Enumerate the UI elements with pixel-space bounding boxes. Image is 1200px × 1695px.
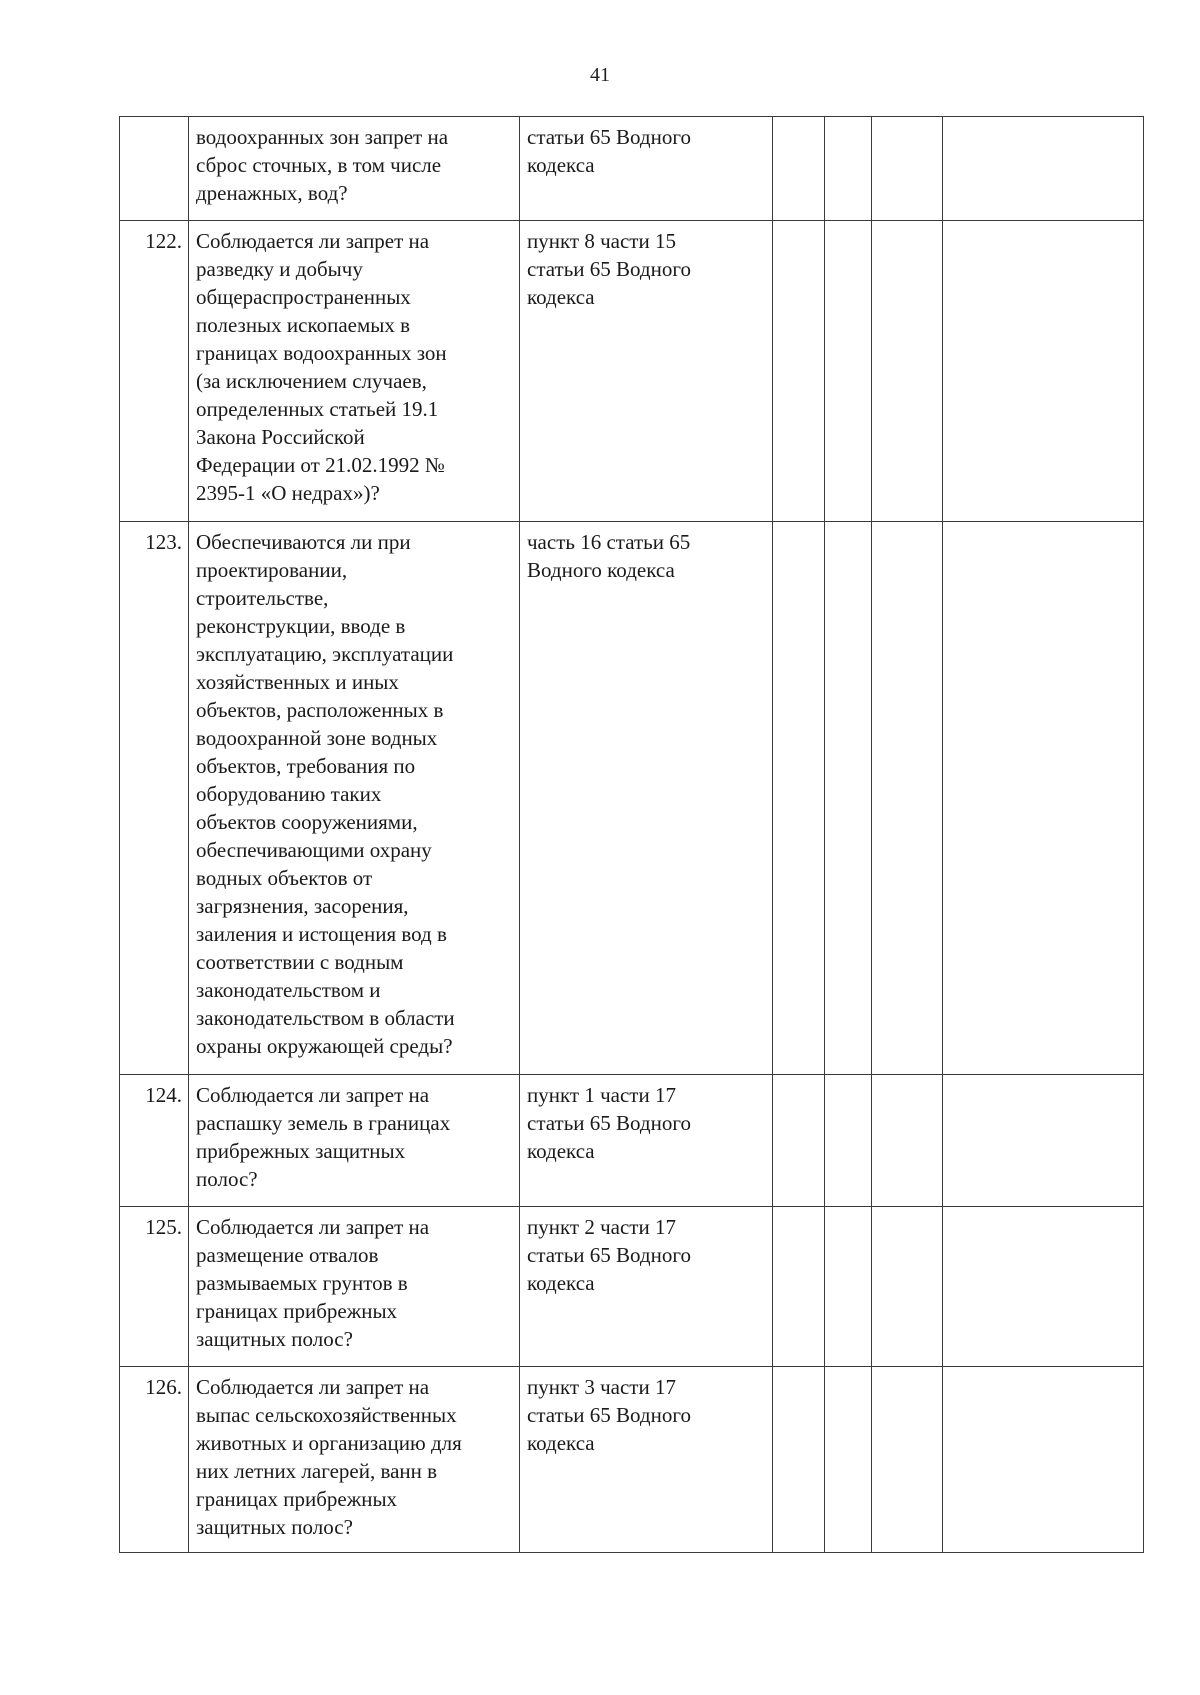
answer-yes-cell bbox=[773, 1207, 825, 1367]
reference-cell: пункт 8 части 15 статьи 65 Водного кодекса bbox=[520, 221, 773, 522]
reference-cell: часть 16 статьи 65 Водного кодекса bbox=[520, 522, 773, 1075]
answer-no-cell bbox=[825, 221, 872, 522]
answer-no-cell bbox=[825, 1367, 872, 1553]
answer-yes-cell bbox=[773, 1367, 825, 1553]
answer-yes-cell bbox=[773, 117, 825, 221]
answer-no-cell bbox=[825, 117, 872, 221]
answer-na-cell bbox=[872, 221, 943, 522]
table-row bbox=[120, 117, 1144, 221]
row-number bbox=[120, 117, 189, 221]
reference-cell: статьи 65 Водного кодекса bbox=[520, 117, 773, 221]
question-cell: водоохранных зон запрет на сброс сточных, в том числе дренажных, вод? bbox=[189, 117, 520, 221]
answer-na-cell bbox=[872, 1207, 943, 1367]
row-number: 125. bbox=[120, 1207, 189, 1367]
table-row bbox=[120, 522, 1144, 1075]
table-row bbox=[120, 221, 1144, 522]
answer-no-cell bbox=[825, 522, 872, 1075]
notes-cell bbox=[943, 1367, 1144, 1553]
notes-cell bbox=[943, 1075, 1144, 1207]
answer-na-cell bbox=[872, 522, 943, 1075]
question-cell: Обеспечиваются ли при проектировании, строительстве, реконструкции, вводе в эксплуатацию, эксплуатации хозяйственных и иных объектов, расположенных в водоохранной зоне водных объектов, требования по оборудованию таких объектов сооружениями, обеспечивающими охрану водных объектов от загрязнения, засорения, заиления и истощения вод в соответствии с водным законодательством и законодательством в области охраны окружающей среды? bbox=[189, 522, 520, 1075]
answer-no-cell bbox=[825, 1207, 872, 1367]
table-row bbox=[120, 1075, 1144, 1207]
answer-na-cell bbox=[872, 117, 943, 221]
reference-cell: пункт 1 части 17 статьи 65 Водного кодекса bbox=[520, 1075, 773, 1207]
question-cell: Соблюдается ли запрет на распашку земель в границах прибрежных защитных полос? bbox=[189, 1075, 520, 1207]
notes-cell bbox=[943, 117, 1144, 221]
row-number: 126. bbox=[120, 1367, 189, 1553]
question-cell: Соблюдается ли запрет на размещение отвалов размываемых грунтов в границах прибрежных защитных полос? bbox=[189, 1207, 520, 1367]
checklist-table bbox=[119, 116, 1144, 1553]
table-row bbox=[120, 1367, 1144, 1553]
notes-cell bbox=[943, 221, 1144, 522]
table-row bbox=[120, 1207, 1144, 1367]
answer-yes-cell bbox=[773, 221, 825, 522]
notes-cell bbox=[943, 522, 1144, 1075]
page-number: 41 bbox=[590, 64, 610, 86]
row-number: 122. bbox=[120, 221, 189, 522]
reference-cell: пункт 3 части 17 статьи 65 Водного кодекса bbox=[520, 1367, 773, 1553]
answer-no-cell bbox=[825, 1075, 872, 1207]
row-number: 123. bbox=[120, 522, 189, 1075]
notes-cell bbox=[943, 1207, 1144, 1367]
reference-cell: пункт 2 части 17 статьи 65 Водного кодекса bbox=[520, 1207, 773, 1367]
answer-na-cell bbox=[872, 1075, 943, 1207]
answer-yes-cell bbox=[773, 1075, 825, 1207]
answer-yes-cell bbox=[773, 522, 825, 1075]
answer-na-cell bbox=[872, 1367, 943, 1553]
question-cell: Соблюдается ли запрет на разведку и добычу общераспространенных полезных ископаемых в границах водоохранных зон (за исключением случаев, определенных статьей 19.1 Закона Российской Федерации от 21.02.1992 № 2395-1 «О недрах»)? bbox=[189, 221, 520, 522]
question-cell: Соблюдается ли запрет на выпас сельскохозяйственных животных и организацию для них летних лагерей, ванн в границах прибрежных защитных полос? bbox=[189, 1367, 520, 1553]
row-number: 124. bbox=[120, 1075, 189, 1207]
